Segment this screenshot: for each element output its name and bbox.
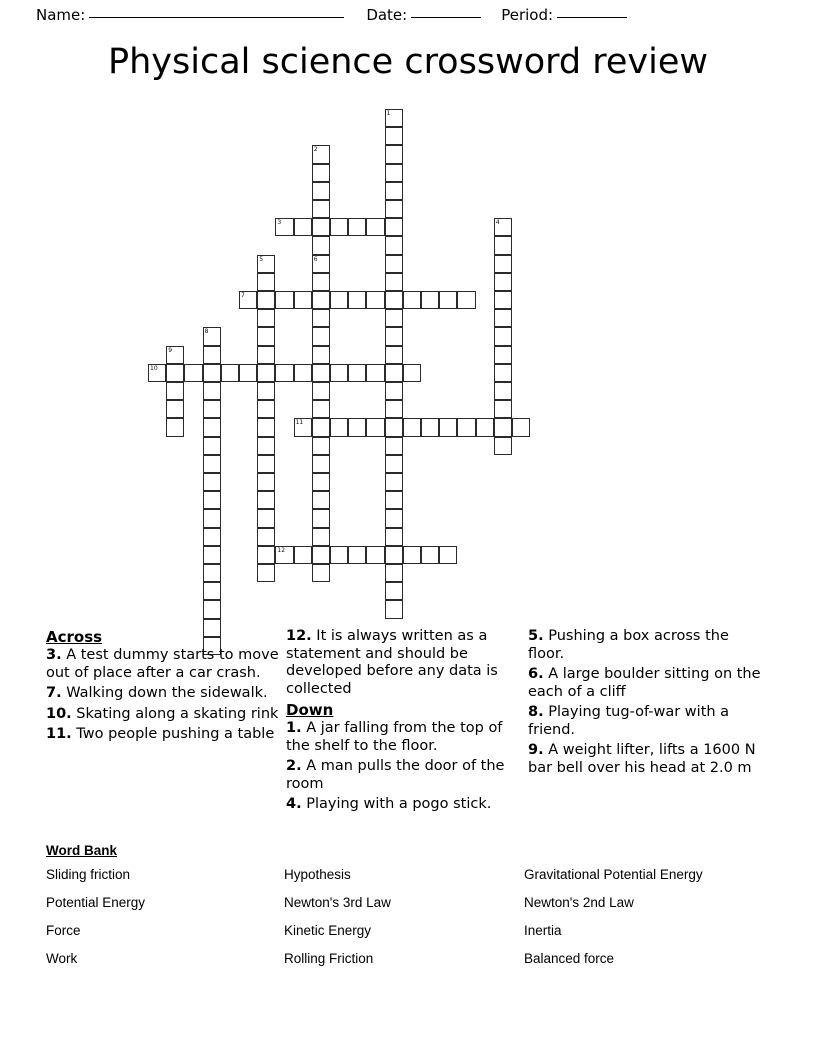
crossword-cell[interactable] (330, 546, 348, 564)
crossword-cell[interactable] (494, 346, 512, 364)
clue-across-11 (46, 726, 280, 744)
clue-across-7 (46, 685, 280, 703)
crossword-cell[interactable] (439, 291, 457, 309)
clue-text-d4: Playing with a pogo stick. (306, 796, 492, 812)
crossword-cell[interactable] (239, 364, 257, 382)
crossword-cell[interactable] (366, 546, 384, 564)
crossword-cell[interactable] (385, 236, 403, 254)
cell-number: 12 (277, 546, 286, 554)
crossword-cell[interactable] (494, 418, 512, 436)
cell-number: 2 (313, 146, 318, 154)
clue-number-d8: 8. (528, 704, 544, 720)
crossword-cell[interactable] (494, 364, 512, 382)
crossword-cell[interactable] (221, 364, 239, 382)
clue-text-d9: A weight lifter, lifts a 1600 N bar bell over his head at 2.0 m (528, 742, 756, 776)
crossword-cell[interactable] (203, 509, 221, 527)
crossword-cell[interactable] (421, 291, 439, 309)
word-bank-item: Inertia (524, 923, 562, 938)
word-bank-item: Gravitational Potential Energy (524, 867, 703, 882)
word-bank-item: Newton's 2nd Law (524, 895, 634, 910)
crossword-cell[interactable] (385, 509, 403, 527)
crossword-cell[interactable] (257, 546, 275, 564)
word-bank-item: Newton's 3rd Law (284, 895, 391, 910)
crossword-cell[interactable] (385, 309, 403, 327)
cell-number: 9 (168, 346, 173, 354)
crossword-cell[interactable] (312, 346, 330, 364)
crossword-cell[interactable] (385, 182, 403, 200)
clue-number-12: 12. (286, 628, 312, 644)
crossword-cell[interactable] (275, 546, 293, 564)
crossword-cell[interactable] (184, 364, 202, 382)
clue-number-11: 11. (46, 726, 72, 742)
crossword-cell[interactable] (366, 218, 384, 236)
crossword-cell[interactable] (385, 455, 403, 473)
crossword-cell[interactable] (239, 291, 257, 309)
crossword-cell[interactable] (257, 418, 275, 436)
crossword-cell[interactable] (385, 273, 403, 291)
clue-across-12 (286, 628, 522, 698)
clues-section (46, 628, 770, 817)
crossword-cell[interactable] (439, 546, 457, 564)
crossword-cell[interactable] (385, 600, 403, 618)
crossword-cell[interactable] (257, 291, 275, 309)
cell-number: 4 (495, 219, 500, 227)
clue-text-12: It is always written as a statement and should be developed before any data is collected (286, 628, 498, 697)
crossword-cell[interactable] (203, 455, 221, 473)
clue-down-2 (286, 758, 522, 793)
crossword-cell[interactable] (457, 418, 475, 436)
crossword-cell[interactable] (494, 327, 512, 345)
crossword-cell[interactable] (348, 364, 366, 382)
crossword-cell[interactable] (385, 291, 403, 309)
clue-text-10: Skating along a skating rink (76, 705, 279, 722)
crossword-cell[interactable] (457, 291, 475, 309)
clue-down-4 (286, 796, 522, 814)
crossword-cell[interactable] (366, 364, 384, 382)
crossword-cell[interactable] (421, 418, 439, 436)
crossword-cell[interactable] (385, 364, 403, 382)
clue-number-7: 7. (46, 685, 62, 701)
crossword-cell[interactable] (312, 309, 330, 327)
crossword-cell[interactable] (312, 400, 330, 418)
cell-number: 6 (313, 255, 318, 263)
crossword-cell[interactable] (494, 309, 512, 327)
crossword-cell[interactable] (385, 382, 403, 400)
crossword-cell[interactable] (166, 418, 184, 436)
crossword-cell[interactable] (330, 364, 348, 382)
crossword-cell[interactable] (348, 546, 366, 564)
date-label: Date: (366, 6, 408, 24)
crossword-cell[interactable] (494, 273, 512, 291)
crossword-cell[interactable] (166, 364, 184, 382)
crossword-cell[interactable] (385, 218, 403, 236)
crossword-cell[interactable] (385, 473, 403, 491)
crossword-cell[interactable] (275, 291, 293, 309)
crossword-cell[interactable] (312, 491, 330, 509)
crossword-cell[interactable] (312, 528, 330, 546)
crossword-cell[interactable] (312, 236, 330, 254)
clue-text-11: Two people pushing a table (76, 726, 275, 742)
crossword-cell[interactable] (385, 346, 403, 364)
crossword-cell[interactable] (348, 418, 366, 436)
crossword-cell[interactable] (366, 418, 384, 436)
clue-text-d5: Pushing a box across the floor. (528, 628, 729, 662)
cell-number: 11 (295, 419, 304, 427)
crossword-cell[interactable] (257, 491, 275, 509)
clue-number-d1: 1. (286, 720, 302, 736)
crossword-cell[interactable] (385, 200, 403, 218)
crossword-cell[interactable] (494, 437, 512, 455)
crossword-cell[interactable] (348, 291, 366, 309)
clue-number-d6: 6. (528, 666, 544, 682)
cell-number: 8 (204, 328, 209, 336)
clue-across-3 (46, 647, 280, 682)
clue-column-2 (286, 628, 528, 817)
crossword-cell[interactable] (385, 491, 403, 509)
crossword-cell[interactable] (330, 291, 348, 309)
clue-number-d5: 5. (528, 628, 544, 644)
word-bank-item: Sliding friction (46, 867, 131, 882)
crossword-cell[interactable] (294, 218, 312, 236)
crossword-cell[interactable] (166, 382, 184, 400)
crossword-cell[interactable] (385, 109, 403, 127)
crossword-cell[interactable] (312, 473, 330, 491)
crossword-cell[interactable] (312, 509, 330, 527)
crossword-cell[interactable] (203, 528, 221, 546)
clue-text-d1: A jar falling from the top of the shelf to the floor. (286, 720, 503, 754)
clue-number-10: 10. (46, 705, 72, 722)
crossword-cell[interactable] (330, 218, 348, 236)
crossword-cell[interactable] (385, 145, 403, 163)
crossword-cell[interactable] (494, 400, 512, 418)
clue-number-d2: 2. (286, 758, 302, 774)
crossword-cell[interactable] (385, 127, 403, 145)
clue-down-8 (528, 704, 764, 739)
period-label: Period: (501, 6, 554, 24)
clue-column-1 (46, 628, 286, 747)
crossword-cell[interactable] (403, 418, 421, 436)
crossword-cell[interactable] (476, 418, 494, 436)
crossword-cell[interactable] (312, 455, 330, 473)
clue-text-d2: A man pulls the door of the room (286, 758, 505, 792)
crossword-cell[interactable] (312, 327, 330, 345)
crossword-cell[interactable] (312, 364, 330, 382)
crossword-cell[interactable] (330, 418, 348, 436)
crossword-cell[interactable] (203, 491, 221, 509)
crossword-cell[interactable] (494, 382, 512, 400)
word-bank-grid (46, 867, 770, 967)
crossword-cell[interactable] (203, 564, 221, 582)
crossword-cell[interactable] (257, 309, 275, 327)
crossword-cell[interactable] (348, 218, 366, 236)
crossword-cell[interactable] (312, 564, 330, 582)
clue-number-d9: 9. (528, 742, 544, 758)
crossword-cell[interactable] (494, 218, 512, 236)
crossword-cell[interactable] (257, 364, 275, 382)
clue-number-d4: 4. (286, 796, 302, 812)
cell-number: 1 (386, 110, 391, 117)
crossword-cell[interactable] (312, 273, 330, 291)
clue-text-d8: Playing tug-of-war with a friend. (528, 704, 730, 738)
crossword-cell[interactable] (385, 437, 403, 455)
word-bank-section (46, 843, 770, 967)
crossword-cell[interactable] (203, 600, 221, 618)
word-bank-heading: Word Bank (46, 843, 118, 858)
crossword-cell[interactable] (494, 291, 512, 309)
crossword-cell[interactable] (494, 255, 512, 273)
clue-column-3 (528, 628, 770, 780)
crossword-cell[interactable] (294, 291, 312, 309)
crossword-cell[interactable] (203, 582, 221, 600)
crossword-cell[interactable] (257, 327, 275, 345)
cell-number: 5 (259, 255, 264, 263)
crossword-cell[interactable] (312, 182, 330, 200)
crossword-cell[interactable] (403, 291, 421, 309)
clue-text-d6: A large boulder sitting on the each of a cliff (528, 666, 761, 700)
crossword-cell[interactable] (421, 546, 439, 564)
word-bank-item: Rolling Friction (284, 951, 374, 966)
crossword-cell[interactable] (257, 273, 275, 291)
clue-down-9 (528, 742, 764, 777)
crossword-cell[interactable] (148, 364, 166, 382)
crossword-cell[interactable] (312, 145, 330, 163)
crossword-cell[interactable] (275, 364, 293, 382)
word-bank-item: Balanced force (524, 951, 615, 966)
crossword-cell[interactable] (312, 418, 330, 436)
crossword-cell[interactable] (312, 546, 330, 564)
crossword-cell[interactable] (294, 546, 312, 564)
crossword-cell[interactable] (203, 546, 221, 564)
cell-number: 3 (277, 219, 282, 227)
word-bank-item: Kinetic Energy (284, 923, 372, 938)
crossword-cell[interactable] (312, 255, 330, 273)
crossword-cell[interactable] (494, 236, 512, 254)
word-bank-item: Hypothesis (284, 867, 351, 882)
crossword-cell[interactable] (166, 400, 184, 418)
name-label: Name: (36, 6, 86, 24)
crossword-cell[interactable] (385, 164, 403, 182)
clue-text-7: Walking down the sidewalk. (66, 685, 268, 701)
word-bank-item: Potential Energy (46, 895, 146, 910)
crossword-cell[interactable] (385, 255, 403, 273)
clue-number-3: 3. (46, 647, 62, 663)
clue-down-6 (528, 666, 764, 701)
crossword-cell[interactable] (203, 473, 221, 491)
crossword-cell[interactable] (257, 400, 275, 418)
down-heading: Down (286, 701, 334, 719)
crossword-cell[interactable] (312, 218, 330, 236)
clue-down-5 (528, 628, 764, 663)
page-title: Physical science crossword review (108, 42, 708, 82)
crossword-cell[interactable] (312, 437, 330, 455)
crossword-cell[interactable] (203, 382, 221, 400)
crossword-cell[interactable] (385, 400, 403, 418)
across-heading: Across (46, 628, 103, 646)
crossword-cell[interactable] (385, 418, 403, 436)
cell-number: 10 (150, 364, 158, 372)
crossword-cell[interactable] (312, 291, 330, 309)
crossword-cell[interactable] (203, 400, 221, 418)
crossword-cell[interactable] (385, 582, 403, 600)
clue-across-10 (46, 706, 280, 724)
crossword-cell[interactable] (257, 346, 275, 364)
crossword-cell[interactable] (257, 382, 275, 400)
crossword-cell[interactable] (312, 382, 330, 400)
word-bank-item: Work (46, 951, 78, 966)
clue-down-1 (286, 720, 522, 755)
crossword-cell[interactable] (366, 291, 384, 309)
crossword-cell[interactable] (257, 437, 275, 455)
crossword-cell[interactable] (385, 327, 403, 345)
crossword-cell[interactable] (203, 437, 221, 455)
crossword-cell[interactable] (294, 418, 312, 436)
crossword-cell[interactable] (385, 564, 403, 582)
crossword-cell[interactable] (257, 255, 275, 273)
crossword-cell[interactable] (312, 200, 330, 218)
crossword-cell[interactable] (203, 346, 221, 364)
crossword-cell[interactable] (312, 164, 330, 182)
crossword-cell[interactable] (385, 546, 403, 564)
crossword-cell[interactable] (257, 509, 275, 527)
crossword-cell[interactable] (257, 564, 275, 582)
word-bank-item: Force (46, 923, 81, 938)
crossword-cell[interactable] (385, 528, 403, 546)
crossword-cell[interactable] (257, 455, 275, 473)
crossword-cell[interactable] (294, 364, 312, 382)
crossword-cell[interactable] (512, 418, 530, 436)
crossword-cell[interactable] (166, 346, 184, 364)
crossword-cell[interactable] (203, 364, 221, 382)
crossword-cell[interactable] (275, 218, 293, 236)
crossword-cell[interactable] (257, 528, 275, 546)
cell-number: 7 (241, 292, 245, 299)
crossword-cell[interactable] (403, 546, 421, 564)
crossword-cell[interactable] (439, 418, 457, 436)
crossword-cell[interactable] (203, 327, 221, 345)
crossword-cell[interactable] (257, 473, 275, 491)
clue-text-3: A test dummy starts to move out of place after a car crash. (46, 647, 279, 681)
crossword-cell[interactable] (403, 364, 421, 382)
crossword-cell[interactable] (203, 418, 221, 436)
